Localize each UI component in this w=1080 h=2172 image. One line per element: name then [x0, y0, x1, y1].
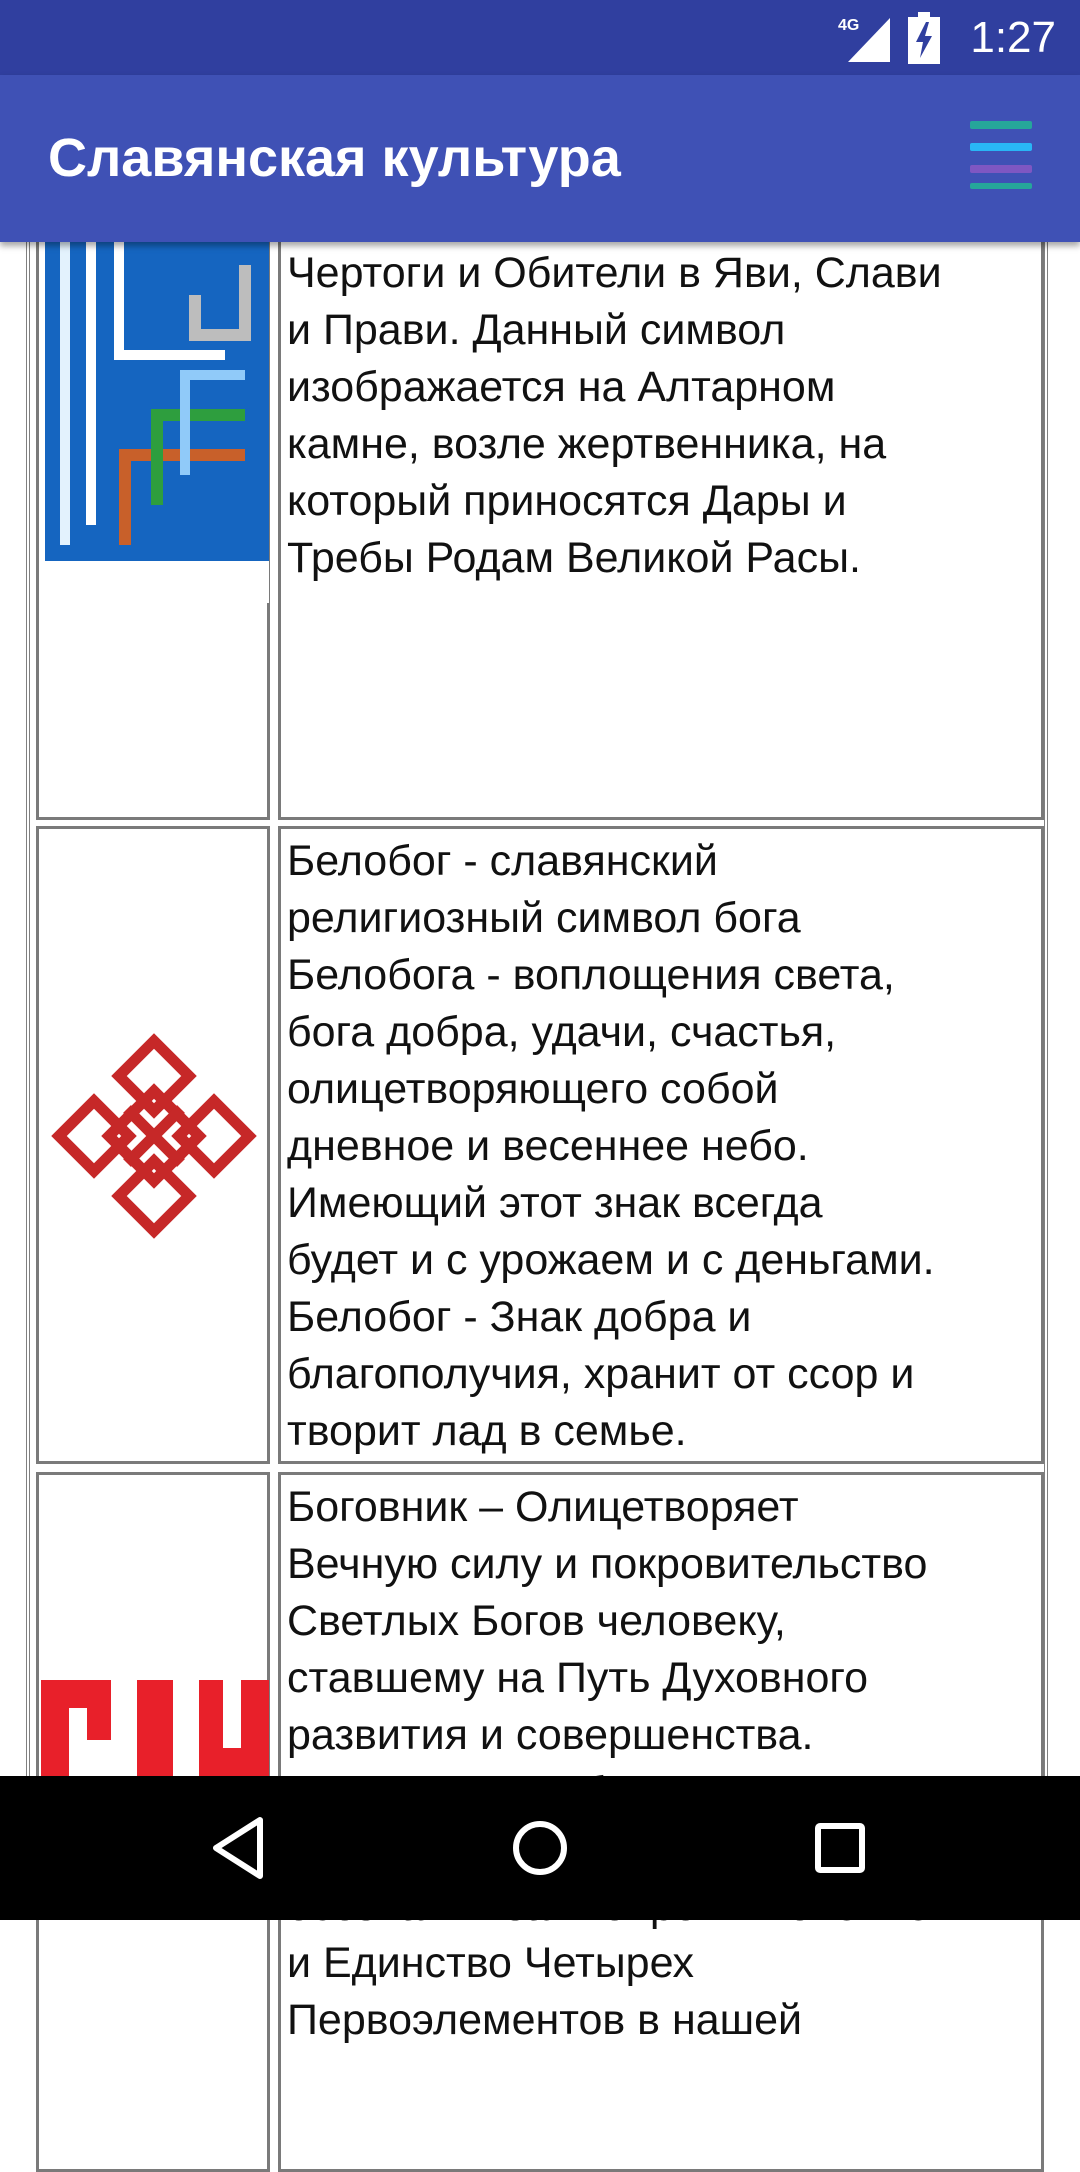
symbol-description: Белобог - славянский религиозный символ бога Белобога - воплощения света, бога добра, удачи, счастья, олицетворяющего собой дневное и весеннее небо. Имеющий этот знак всегда будет и с урожаем и с деньгами. Белобог - Знак добра и благополучия, хранит от ссор и творит лад в семье. — [287, 837, 935, 1455]
recents-icon[interactable] — [804, 1812, 876, 1884]
back-icon[interactable] — [204, 1812, 276, 1884]
symbol-description: Чертоги и Обители в Яви, Слави и Прави. Данный символ изображается на Алтарном камне, возле жертвенника, на который приносятся Дары и Требы Родам Великой Расы. — [287, 249, 942, 582]
network-label: 4G — [838, 17, 860, 34]
symbol-cell — [36, 826, 270, 1464]
menu-button[interactable] — [970, 121, 1032, 197]
table-row — [36, 202, 1044, 820]
app-bar — [0, 75, 1080, 242]
battery-charging-icon — [908, 12, 940, 64]
app-title: Славянская культура — [48, 128, 621, 188]
signal-icon — [838, 14, 890, 62]
description-cell — [278, 826, 1044, 1464]
altar-symbol-icon — [45, 205, 269, 603]
table-row — [36, 826, 1044, 1464]
symbols-table-view[interactable] — [0, 242, 1080, 2044]
belobog-symbol-icon — [47, 1029, 261, 1243]
description-cell — [278, 202, 1044, 820]
symbol-cell — [36, 202, 270, 820]
navigation-bar — [0, 1776, 1080, 1920]
home-icon[interactable] — [504, 1812, 576, 1884]
clock: 1:27 — [970, 13, 1056, 62]
symbol-description: Боговник – Олицетворяет Вечную силу и покровительство Светлых Богов человеку, ставшему на Путь Духовного развития и совершенства. и Единство Четырех Первоэлементов в нашей — [287, 1483, 928, 2044]
status-bar — [0, 0, 1080, 75]
